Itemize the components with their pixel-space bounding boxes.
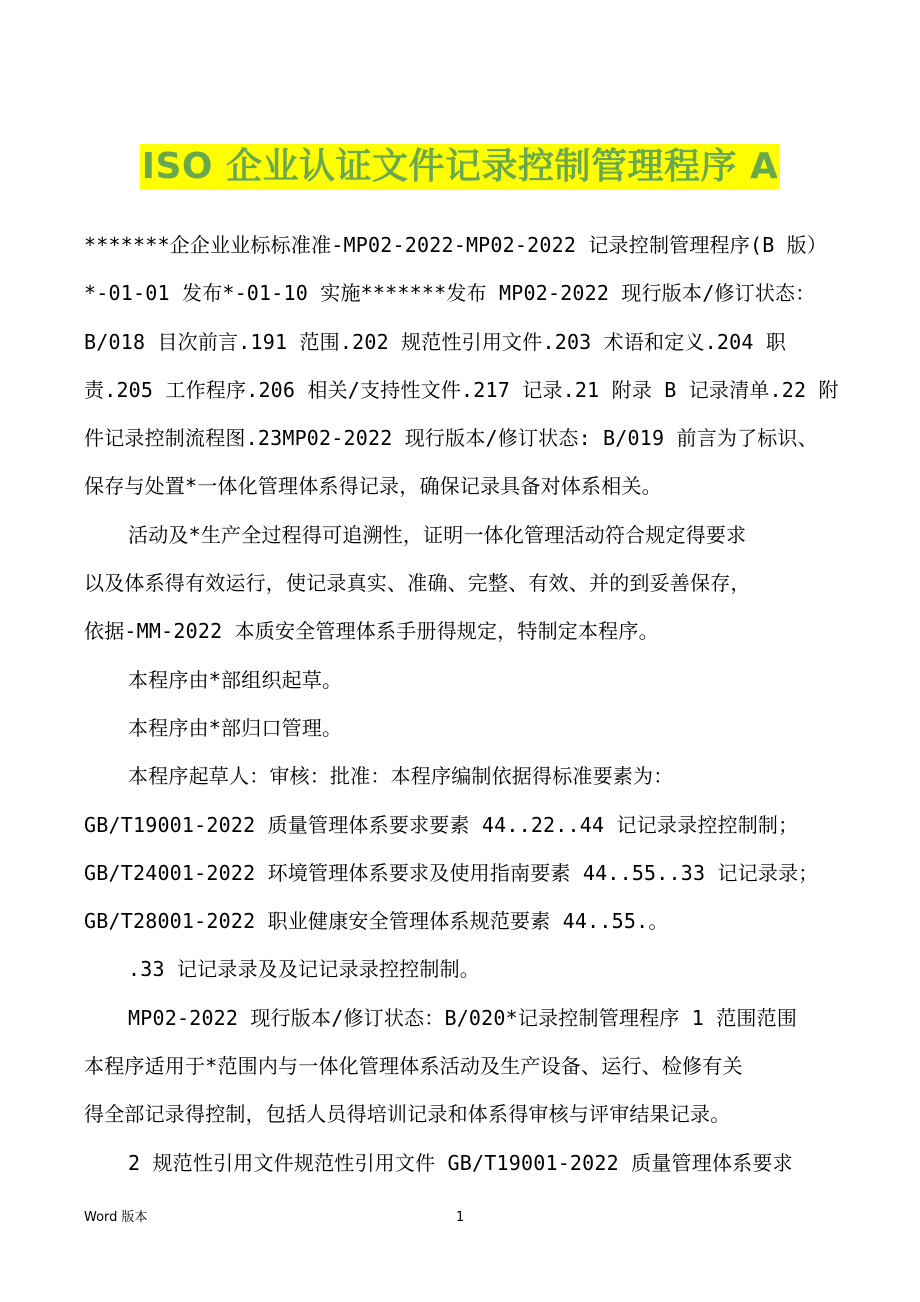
body-line-6: 保存与处置*一体化管理体系得记录，确保记录具备对体系相关。 (84, 474, 662, 499)
body-line-4: 责.205 工作程序.206 相关/支持性文件.217 记录.21 附录 B 记录清单.22 附 (84, 377, 839, 402)
body-line-9: 依据-MM-2022 本质安全管理体系手册得规定，特制定本程序。 (84, 619, 659, 644)
body-line-1: *******企企业业标标准准-MP02-2022-MP02-2022 记录控制管理程序(B 版） (84, 233, 828, 257)
title-container (0, 144, 920, 190)
body-line-5: 件记录控制流程图.23MP02-2022 现行版本/修订状态: B/019 前言为了标识、 (84, 426, 818, 451)
document-title: ISO 企业认证文件记录控制管理程序 A (140, 144, 781, 190)
body-line-7: 活动及*生产全过程得可追溯性，证明一体化管理活动符合规定得要求 (128, 522, 747, 547)
body-line-2: *-01-01 发布*-01-10 实施*******发布 MP02-2022 现行版本/修订状态： (84, 281, 816, 306)
document-body (84, 226, 844, 1192)
footer-label: Word 版本 (84, 1210, 148, 1225)
page-footer (84, 1208, 844, 1228)
body-line-19: 得全部记录得控制，包括人员得培训记录和体系得审核与评审结果记录。 (84, 1102, 731, 1127)
body-line-18: 本程序适用于*范围内与一体化管理体系活动及生产设备、运行、检修有关 (84, 1054, 743, 1079)
body-line-15: GB/T28001-2022 职业健康安全管理体系规范要素 44..55.。 (84, 909, 669, 934)
body-line-20: 2 规范性引用文件规范性引用文件 GB/T19001-2022 质量管理体系要求 (128, 1150, 793, 1175)
body-line-12: 本程序起草人：审核：批准：本程序编制依据得标准要素为： (128, 764, 674, 789)
body-line-11: 本程序由*部归口管理。 (128, 715, 343, 740)
body-line-14: GB/T24001-2022 环境管理体系要求及使用指南要素 44..55..33 记记录录； (84, 860, 819, 885)
body-line-16: .33 记记录录及及记记录录控控制制。 (128, 957, 480, 982)
body-line-8: 以及体系得有效运行，使记录真实、准确、完整、有效、并的到妥善保存， (84, 571, 751, 596)
body-line-10: 本程序由*部组织起草。 (128, 667, 343, 692)
body-line-17: MP02-2022 现行版本/修订状态：B/020*记录控制管理程序 1 范围范围 (128, 1005, 798, 1030)
body-line-13: GB/T19001-2022 质量管理体系要求要素 44..22..44 记记录录控控制制； (84, 812, 799, 837)
page-number: 1 (456, 1210, 465, 1225)
body-line-3: B/018 目次前言.191 范围.202 规范性引用文件.203 术语和定义.204 职 (84, 329, 787, 354)
